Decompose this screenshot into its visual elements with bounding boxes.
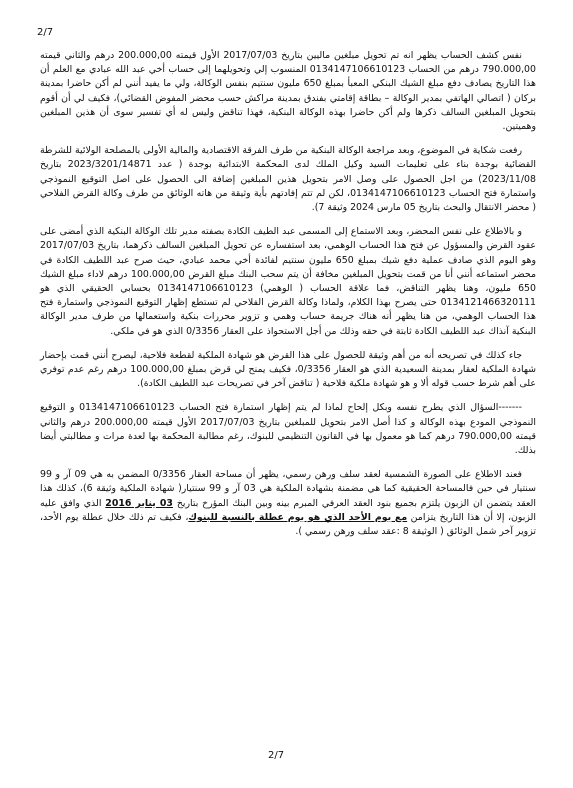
paragraph-6-text-c: ، فكيف تم ذلك خلال عطلة يوم الأحد، تزوير آخر شمل الوثائق ( الوثيقة 8 :عقد سلف ورهن رسمي ).: [40, 511, 536, 538]
paragraph-1: نفس كشف الحساب يظهر انه تم تحويل مبلغين ماليين بتاريخ 2017/07/03 الأول قيمته 200.000,00 درهم والثاني قيمته 790.000,00 درهم من الحساب 0134147106610123 المنسوب إلي وتحويلهما إلى حساب أخي عبد الله عبادي مع العلم أن هذا التاريخ يصادف دفع مبلغ الشيك البنكي المعبأ بمبلغ 650 مليون سنتيم بنفس الوكالة، ولي ما يفيد أنني لم أكن حاضرا بمدينة بركان ( اتصالي الهاتفي بمدير الوكالة – بطاقة إقامتي بفندق بمدينة مراكش حسب محضر المفوض القضائي)، فكيف لي أن أقوم بتحويل المبلغين السالف ذكرها ولم أكن حاضرا بهذه الوكالة البنكية، فهذا تناقض وليس له أي تفسير سوى أن هذين المبلغين وهميتين.: [40, 50, 536, 133]
underlined-sunday-note: مع يوم الأحد الذي هو يوم عطلة بالنسبة للبنوك: [188, 511, 408, 523]
paragraph-4: جاء كذلك في تصريحه أنه من أهم وثيقة للحصول على هذا القرض هو شهادة الملكية لقطعة فلاحية، ليصرح أنني قمت بإحضار شهادة الملكية لعقار بمدينة السعيدية الذي هو العقار 0/3356، فكيف يمنح لي قرض بمبلغ 100.000,00 درهم رغم عدم توفري على أهم شرط حسب قوله ألا و هو شهادة ملكية فلاحية ( تناقض آخر في تصريحات عبد اللطيف الكادة).: [40, 349, 536, 390]
document-body: [40, 49, 536, 549]
paragraph-6-text-b: الذي وافق عليه الزبون، إلا أن هذا التاريخ يتزامن: [40, 497, 536, 523]
paragraph-3: و بالاطلاع على نفس المحضر، وبعد الاستماع إلى المسمى عبد الطيف الكادة بصفته مدير تلك الوكالة البنكية الذي أمضى على عقود القرض والمسؤول عن فتح هذا الحساب الوهمي، بعد استفساره عن تحويل المبلغين السالف ذكرهما، بتاريخ 2017/07/03 وهو اليوم الذي صادف عملية دفع شيك بمبلغ 650 مليون سنتيم لفائدة أخي محمد عبادي، حيث صرح عبد اللطيف الكادة في محضر استماعه أنني أنا من قمت بتحويل المبلغين مخافة أن يتم سحب البنك مبلغ القرض 100.000,00 درهم لاداء مبلغ الشيك 650 مليون، وهنا يظهر التناقض، فما علاقة الحساب ( الوهمي) 0134147106610123 بحسابي الحقيقي الذي هو 0134121466320111 حتى يصرح بهذا الكلام، ولماذا وكالة القرض الفلاحي لم تستطع إظهار التوقيع النموذجي واستمارة فتح هذا الحساب الوهمي، من هنا يظهر أنه هناك جريمة حساب وهمي و تزوير محررات بنكية واستعمالها من طرف مدير الوكالة البنكية آنذاك عبد اللطيف الكادة ثابتة في حقه وذلك من أجل الاستحواذ على العقار 0/3356 الذي هو في ملكي.: [40, 226, 536, 337]
page-number-top: 2/7: [37, 27, 54, 38]
paragraph-2: رفعت شكاية في الموضوع، وبعد مراجعة الوكالة البنكية من طرف الفرقة الاقتصادية والمالية الأولى بالمصلحة الولائية للشرطة القضائية بوجدة بناء على تعليمات السيد وكيل الملك لدى المحكمة الابتدائية بوجدة ( عدد 2023/3201/14871 بتاريخ 2023/11/08) من اجل الحصول على وصل الامر بتحويل هذين المبلغين إضافة الى الحصول على اصل التوقيع النموذجي واستمارة فتح الحساب 0134147106610123، لكن لم تتم إفادتهم بأية وثيقة من هاته الوثائق من طرف وكالة القرض الفلاحي ( محضر الانتقال والبحث بتاريخ 05 مارس 2024 وثيقة 7).: [40, 145, 536, 214]
paragraph-6-text-a: فعند الاطلاع على الصورة الشمسية لعقد سلف ورهن رسمي، يظهر أن مساحة العقار 0/3356 المضمن به هي 09 آر و 99 سنتيار في حين فالمساحة الحقيقية كما هي مضمنة بشهادة الملكية هي 03 آر و 99 سنتيار( شهادة الملكية وثيقة 6)، كذلك هذا العقد يتضمن ان الزبون يلتزم بجميع بنود العقد العرفي المبرم بينه وبين البنك المؤرخ بتاريخ: [40, 469, 536, 509]
paragraph-5: -------السؤال الذي يطرح نفسه وبكل إلحاح لماذا لم يتم إظهار استمارة فتح الحساب 0134147106610123 و التوقيع النموذجي المودع بهذه الوكالة و كذا أصل الامر بتحويل للمبلغين بتاريخ 2017/07/03 الأول قيمته 200.000,00 درهم والثاني قيمته 790.000,00 درهم كما هو معمول بها في القانون التنظيمي للبنوك، رغم مطالبة المحكمة بها لعدة مرات و مطالبتي أيضا بذلك.: [40, 402, 536, 457]
underlined-date: 03 يناير 2016: [105, 497, 173, 509]
page-number-bottom: 2/7: [268, 750, 285, 761]
paragraph-6: [40, 468, 536, 539]
